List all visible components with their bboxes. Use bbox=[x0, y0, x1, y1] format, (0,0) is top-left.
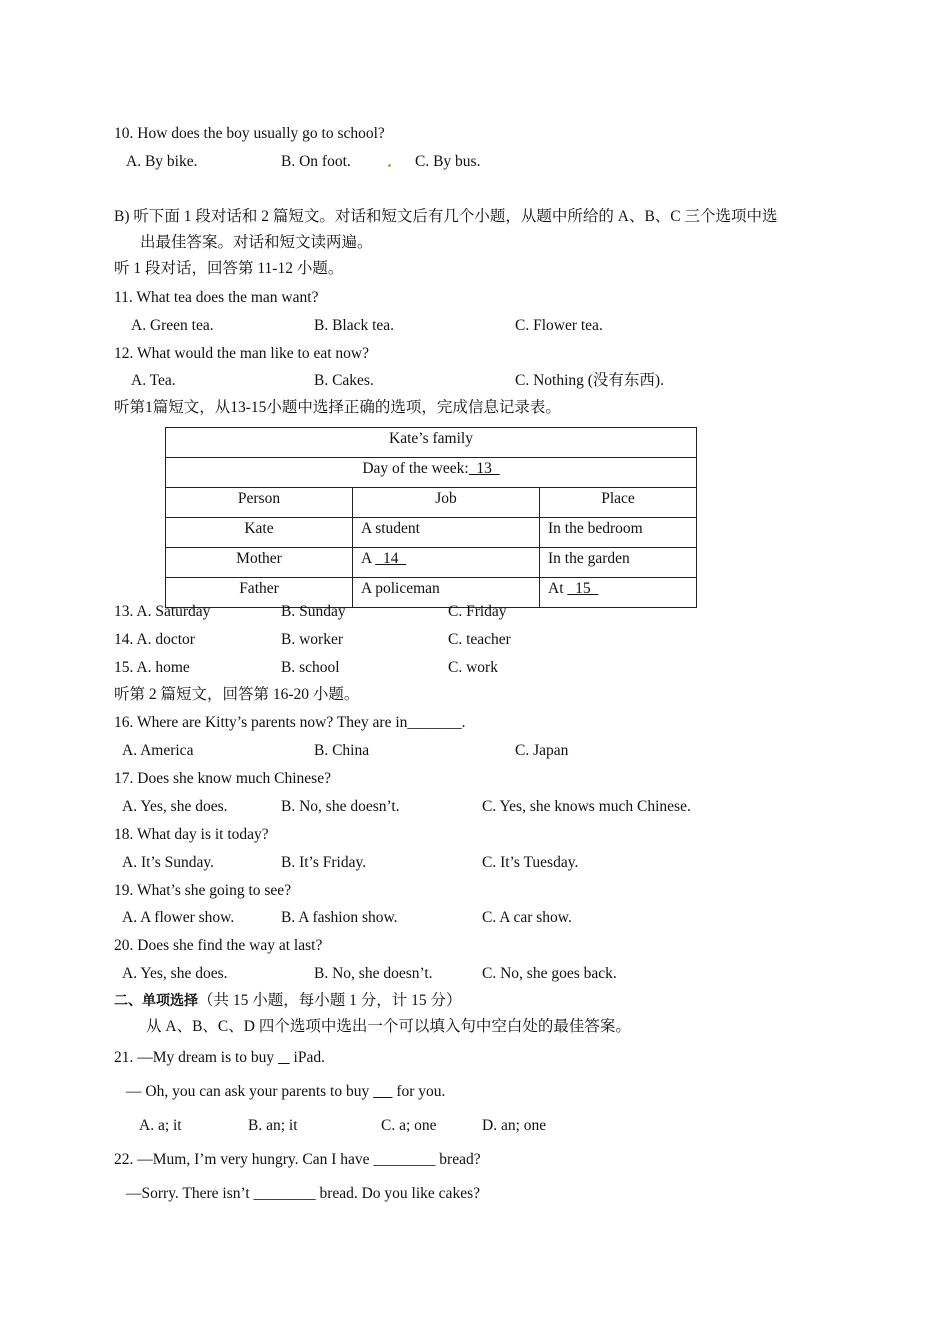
part2-detail: （共 15 小题，每小题 1 分，计 15 分） bbox=[198, 992, 462, 1009]
q20-option-a: A. Yes, she does. bbox=[122, 965, 228, 982]
q13-option-c: C. Friday bbox=[448, 603, 507, 620]
q18-option-b: B. It’s Friday. bbox=[281, 854, 367, 871]
q12-option-b: B. Cakes. bbox=[314, 372, 374, 389]
place-text: At bbox=[548, 580, 568, 597]
q10-question: 10. How does the boy usually go to school? bbox=[114, 125, 385, 142]
q15-option-a: 15. A. home bbox=[114, 659, 190, 676]
job-text: A student bbox=[361, 520, 420, 537]
job-cell bbox=[353, 578, 540, 608]
q21-line1-b: iPad. bbox=[289, 1049, 325, 1066]
part2-heading: 二、单项选择 bbox=[114, 993, 198, 1009]
q20-option-b: B. No, she doesn’t. bbox=[314, 965, 433, 982]
q12-option-a: A. Tea. bbox=[131, 372, 176, 389]
place-text: In the garden bbox=[548, 550, 630, 567]
q20-option-c: C. No, she goes back. bbox=[482, 965, 617, 982]
q19-option-c: C. A car show. bbox=[482, 909, 572, 926]
q17-option-c: C. Yes, she knows much Chinese. bbox=[482, 798, 691, 815]
stray-dot bbox=[388, 164, 391, 167]
job-text: A policeman bbox=[361, 580, 440, 597]
q21-line1 bbox=[114, 1048, 325, 1068]
table-title: Kate’s family bbox=[166, 428, 697, 458]
q21-option-c: C. a; one bbox=[381, 1117, 437, 1134]
q18-option-c: C. It’s Tuesday. bbox=[482, 854, 579, 871]
q21-option-d: D. an; one bbox=[482, 1117, 547, 1134]
passage2-intro: 听第 2 篇短文，回答第 16-20 小题。 bbox=[114, 686, 360, 703]
q22-line2: —Sorry. There isn’t ________ bread. Do you like cakes? bbox=[126, 1185, 480, 1202]
q11-question: 11. What tea does the man want? bbox=[114, 289, 319, 306]
section-b-line2: 出最佳答案。对话和短文读两遍。 bbox=[140, 234, 373, 251]
place-text: In the bedroom bbox=[548, 520, 643, 537]
header-person: Person bbox=[166, 488, 353, 518]
q14-option-a: 14. A. doctor bbox=[114, 631, 195, 648]
q21-blank2 bbox=[373, 1083, 392, 1100]
job-cell bbox=[353, 518, 540, 548]
q12-question: 12. What would the man like to eat now? bbox=[114, 345, 369, 362]
person-cell: Kate bbox=[166, 518, 353, 548]
q18-option-a: A. It’s Sunday. bbox=[122, 854, 214, 871]
blank-13: 13 bbox=[468, 460, 500, 477]
day-label: Day of the week: bbox=[362, 460, 469, 477]
q10-option-c: C. By bus. bbox=[415, 153, 481, 170]
header-place: Place bbox=[540, 488, 697, 518]
section-b-line1: B) 听下面 1 段对话和 2 篇短文。对话和短文后有几个小题，从题中所给的 A、B、C 三个选项中选 bbox=[114, 208, 778, 225]
q12-option-c: C. Nothing (没有东西). bbox=[515, 372, 664, 389]
q18-question: 18. What day is it today? bbox=[114, 826, 269, 843]
q16-question: 16. Where are Kitty’s parents now? They are in_______. bbox=[114, 714, 466, 731]
q22-line1: 22. —Mum, I’m very hungry. Can I have ________ bread? bbox=[114, 1151, 481, 1168]
q17-question: 17. Does she know much Chinese? bbox=[114, 770, 331, 787]
q21-blank1 bbox=[278, 1049, 290, 1066]
blank-15: 15 bbox=[567, 580, 599, 597]
part2-heading-line bbox=[114, 991, 462, 1011]
q13-option-a: 13. A. Saturday bbox=[114, 603, 211, 620]
q10-option-b: B. On foot. bbox=[281, 153, 351, 170]
q19-option-a: A. A flower show. bbox=[122, 909, 235, 926]
q13-option-b: B. Sunday bbox=[281, 603, 346, 620]
q14-option-b: B. worker bbox=[281, 631, 343, 648]
q11-option-a: A. Green tea. bbox=[131, 317, 214, 334]
dialogue-intro: 听 1 段对话，回答第 11-12 小题。 bbox=[114, 260, 344, 277]
q10-option-a: A. By bike. bbox=[126, 153, 198, 170]
place-cell bbox=[540, 518, 697, 548]
person-cell: Mother bbox=[166, 548, 353, 578]
place-cell bbox=[540, 578, 697, 608]
q21-line1-a: 21. —My dream is to buy bbox=[114, 1049, 279, 1066]
q21-option-a: A. a; it bbox=[139, 1117, 182, 1134]
q15-option-c: C. work bbox=[448, 659, 498, 676]
place-cell bbox=[540, 548, 697, 578]
job-text: A bbox=[361, 550, 376, 567]
table-row bbox=[166, 548, 697, 578]
q20-question: 20. Does she find the way at last? bbox=[114, 937, 323, 954]
q17-option-b: B. No, she doesn’t. bbox=[281, 798, 400, 815]
passage1-intro: 听第1篇短文，从13-15小题中选择正确的选项，完成信息记录表。 bbox=[114, 399, 561, 416]
header-job: Job bbox=[353, 488, 540, 518]
blank-14: 14 bbox=[375, 550, 407, 567]
q16-option-c: C. Japan bbox=[515, 742, 569, 759]
table-row bbox=[166, 518, 697, 548]
q21-line2-b: for you. bbox=[392, 1083, 446, 1100]
q21-line2 bbox=[126, 1082, 445, 1102]
table-day-row bbox=[166, 458, 697, 488]
part2-instruction: 从 A、B、C、D 四个选项中选出一个可以填入句中空白处的最佳答案。 bbox=[146, 1018, 631, 1035]
q21-option-b: B. an; it bbox=[248, 1117, 298, 1134]
q11-option-b: B. Black tea. bbox=[314, 317, 395, 334]
q15-option-b: B. school bbox=[281, 659, 340, 676]
q14-option-c: C. teacher bbox=[448, 631, 511, 648]
table-row bbox=[166, 578, 697, 608]
q19-question: 19. What’s she going to see? bbox=[114, 882, 292, 899]
q19-option-b: B. A fashion show. bbox=[281, 909, 398, 926]
q21-line2-a: — Oh, you can ask your parents to buy bbox=[126, 1083, 374, 1100]
q17-option-a: A. Yes, she does. bbox=[122, 798, 228, 815]
person-cell: Father bbox=[166, 578, 353, 608]
job-cell bbox=[353, 548, 540, 578]
q11-option-c: C. Flower tea. bbox=[515, 317, 603, 334]
info-record-table bbox=[165, 427, 697, 608]
q16-option-b: B. China bbox=[314, 742, 370, 759]
q16-option-a: A. America bbox=[122, 742, 194, 759]
